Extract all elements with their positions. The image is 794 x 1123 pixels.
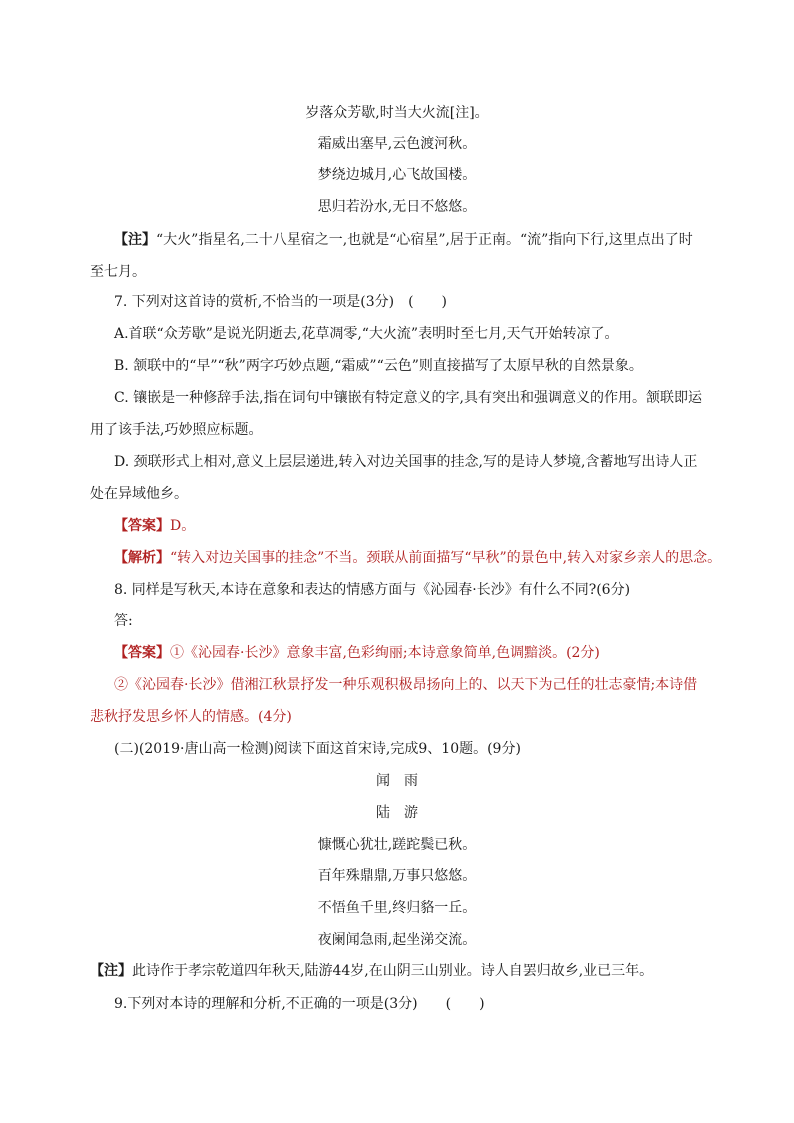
poem2-title: 闻 雨 [376, 773, 418, 789]
poem1-line-4: 思归若汾水,无日不悠悠。 [317, 199, 477, 215]
poem2-line-1: 慷慨心犹壮,蹉跎鬓已秋。 [317, 837, 477, 853]
note1 [90, 224, 702, 288]
poem2-line-3: 不悟鱼千里,终归貉一丘。 [317, 900, 477, 916]
q8-answer-1 [114, 644, 600, 662]
q7-analysis-text: “转入对边关国事的挂念”不当。颈联从前面描写“早秋”的景色中,转入对家乡亲人的思念。 [170, 550, 722, 566]
q8-answer-1-text: ①《沁园春·长沙》意象丰富,色彩绚丽;本诗意象简单,色调黯淡。(2分) [170, 645, 600, 661]
poem2-note-text: 此诗作于孝宗乾道四年秋天,陆游44岁,在山阴三山别业。诗人自罢归故乡,业已三年。 [132, 963, 654, 979]
q7-answer-text: D。 [170, 518, 196, 534]
poem2-note-label: 【注】 [90, 963, 132, 979]
section2-intro: (二)(2019·唐山高一检测)阅读下面这首宋诗,完成9、10题。(9分) [114, 741, 521, 757]
q8-stem: 8. 同样是写秋天,本诗在意象和表达的情感方面与《沁园春·长沙》有什么不同?(6分) [114, 582, 631, 598]
q7-answer-label: 【答案】 [114, 518, 170, 534]
q7-option-b: B. 颔联中的“早”“秋”两字巧妙点题,“霜威”“云色”则直接描写了太原早秋的自然景象。 [114, 358, 643, 374]
q8-answer-2: ②《沁园春·长沙》借湘江秋景抒发一种乐观积极昂扬向上的、以天下为己任的壮志豪情;本诗借悲秋抒发思乡怀人的情感。(4分) [90, 677, 698, 725]
poem2-line-4: 夜阑闻急雨,起坐涕交流。 [317, 932, 477, 948]
q8-answer-prompt: 答: [114, 613, 133, 629]
poem1-line-2: 霜威出塞早,云色渡河秋。 [317, 136, 477, 152]
note1-text: “大火”指星名,二十八星宿之一,也就是“心宿星”,居于正南。“流”指向下行,这里点出了时至七月。 [90, 232, 693, 280]
q7-option-a: A.首联“众芳歇”是说光阴逝去,花草凋零,“大火流”表明时至七月,天气开始转凉了。 [114, 326, 619, 342]
q9-stem: 9.下列对本诗的理解和分析,不正确的一项是(3分) ( ) [114, 996, 485, 1012]
q7-stem: 7. 下列对这首诗的赏析,不恰当的一项是(3分) ( ) [114, 294, 448, 310]
q7-analysis-label: 【解析】 [114, 550, 170, 566]
poem2-author: 陆 游 [376, 805, 418, 821]
note1-label: 【注】 [114, 232, 156, 248]
q7-answer [114, 517, 195, 535]
q7-option-d: D. 颈联形式上相对,意义上层层递进,转入对边关国事的挂念,写的是诗人梦境,含蓄地写出诗人正处在异域他乡。 [90, 454, 698, 502]
q8-answer-label: 【答案】 [114, 645, 170, 661]
poem2-note [90, 962, 653, 980]
poem1-line-3: 梦绕边城月,心飞故国楼。 [317, 167, 477, 183]
poem2-line-2: 百年殊鼎鼎,万事只悠悠。 [317, 868, 477, 884]
poem1-line-1: 岁落众芳歇,时当大火流[注]。 [305, 105, 489, 121]
q7-analysis [114, 549, 721, 567]
q7-option-c: C. 镶嵌是一种修辞手法,指在词句中镶嵌有特定意义的字,具有突出和强调意义的作用。颔联即运用了该手法,巧妙照应标题。 [90, 390, 703, 438]
